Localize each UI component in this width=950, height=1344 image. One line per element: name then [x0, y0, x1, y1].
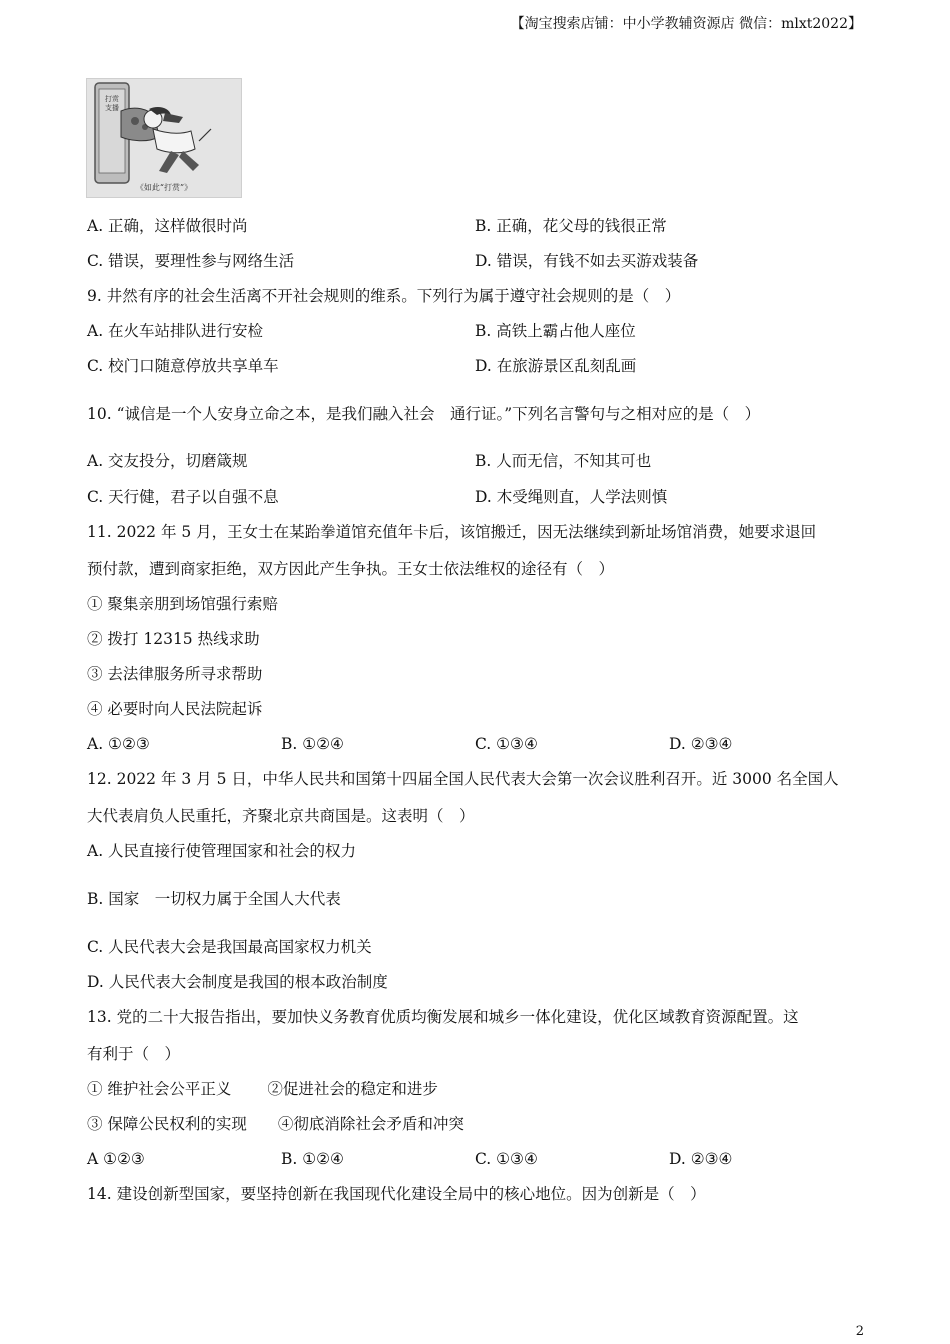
- option-q9-d: D. 在旅游景区乱刻乱画: [475, 357, 637, 375]
- option-q13-c: C. ①③④: [475, 1150, 538, 1168]
- question-14-stem: 14. 建设创新型国家，要坚持创新在我国现代化建设全局中的核心地位。因为创新是（ ）: [87, 1185, 706, 1203]
- question-11-item-1: ① 聚集亲朋到场馆强行索赔: [87, 595, 278, 613]
- option-q10-a: A. 交友投分，切磨箴规: [87, 452, 248, 470]
- option-q12-a: A. 人民直接行使管理国家和社会的权力: [87, 842, 357, 860]
- question-9-stem: 9. 井然有序的社会生活离不开社会规则的维系。下列行为属于遵守社会规则的是（ ）: [87, 287, 681, 305]
- question-13-items-line2: ③ 保障公民权利的实现 ④彻底消除社会矛盾和冲突: [87, 1115, 464, 1133]
- option-q8-b: B. 正确，花父母的钱很正常: [475, 217, 667, 235]
- option-q12-c: C. 人民代表大会是我国最高国家权力机关: [87, 938, 372, 956]
- option-q13-d: D. ②③④: [669, 1150, 733, 1168]
- option-q8-d: D. 错误，有钱不如去买游戏装备: [475, 252, 699, 270]
- option-q11-b: B. ①②④: [281, 735, 344, 753]
- question-11-item-3: ③ 去法律服务所寻求帮助: [87, 665, 263, 683]
- option-q9-b: B. 高铁上霸占他人座位: [475, 322, 636, 340]
- option-q11-d: D. ②③④: [669, 735, 733, 753]
- question-13-stem-line2: 有利于（ ）: [87, 1045, 181, 1063]
- option-q10-b: B. 人而无信，不知其可也: [475, 452, 652, 470]
- option-q10-d: D. 木受绳则直，人学法则慎: [475, 488, 668, 506]
- option-q9-a: A. 在火车站排队进行安检: [87, 322, 264, 340]
- option-q13-a: A ①②③: [87, 1150, 145, 1168]
- question-12-stem-line2: 大代表肩负人民重托，齐聚北京共商国是。这表明（ ）: [87, 807, 475, 825]
- cartoon-caption: 《如此“打赏”》: [135, 183, 193, 192]
- question-10-stem: 10. “诚信是一个人安身立命之本，是我们融入社会 通行证。”下列名言警句与之相对应的是（ ）: [87, 405, 761, 423]
- option-q12-d: D. 人民代表大会制度是我国的根本政治制度: [87, 973, 388, 991]
- option-q8-a: A. 正确，这样做很时尚: [87, 217, 248, 235]
- question-11-stem-line1: 11. 2022 年 5 月，王女士在某跆拳道馆充值年卡后，该馆搬迁，因无法继续到新址场馆消费，她要求退回: [87, 523, 817, 541]
- question-13-items-line1: ① 维护社会公平正义 ②促进社会的稳定和进步: [87, 1080, 438, 1098]
- option-q8-c: C. 错误，要理性参与网络生活: [87, 252, 295, 270]
- question-12-stem-line1: 12. 2022 年 3 月 5 日，中华人民共和国第十四届全国人民代表大会第一次会议胜利召开。近 3000 名全国人: [87, 770, 839, 788]
- svg-text:支播: 支播: [105, 104, 119, 112]
- page-number: 2: [855, 1324, 864, 1339]
- question-13-stem-line1: 13. 党的二十大报告指出，要加快义务教育优质均衡发展和城乡一体化建设，优化区域教育资源配置。这: [87, 1008, 799, 1026]
- option-q12-b: B. 国家 一切权力属于全国人大代表: [87, 890, 341, 908]
- option-q11-c: C. ①③④: [475, 735, 538, 753]
- question-11-item-4: ④ 必要时向人民法院起诉: [87, 700, 263, 718]
- page-header: 【淘宝搜索店铺：中小学教辅资源店 微信：mlxt2022】: [510, 16, 862, 32]
- question-11-stem-line2: 预付款，遭到商家拒绝，双方因此产生争执。王女士依法维权的途径有（ ）: [87, 560, 615, 578]
- option-q10-c: C. 天行健，君子以自强不息: [87, 488, 279, 506]
- option-q13-b: B. ①②④: [281, 1150, 344, 1168]
- cartoon-image: [86, 78, 242, 198]
- option-q9-c: C. 校门口随意停放共享单车: [87, 357, 279, 375]
- cartoon-illustration: [87, 79, 242, 198]
- option-q11-a: A. ①②③: [87, 735, 150, 753]
- svg-text:打赏: 打赏: [105, 95, 119, 103]
- question-11-item-2: ② 拨打 12315 热线求助: [87, 630, 260, 648]
